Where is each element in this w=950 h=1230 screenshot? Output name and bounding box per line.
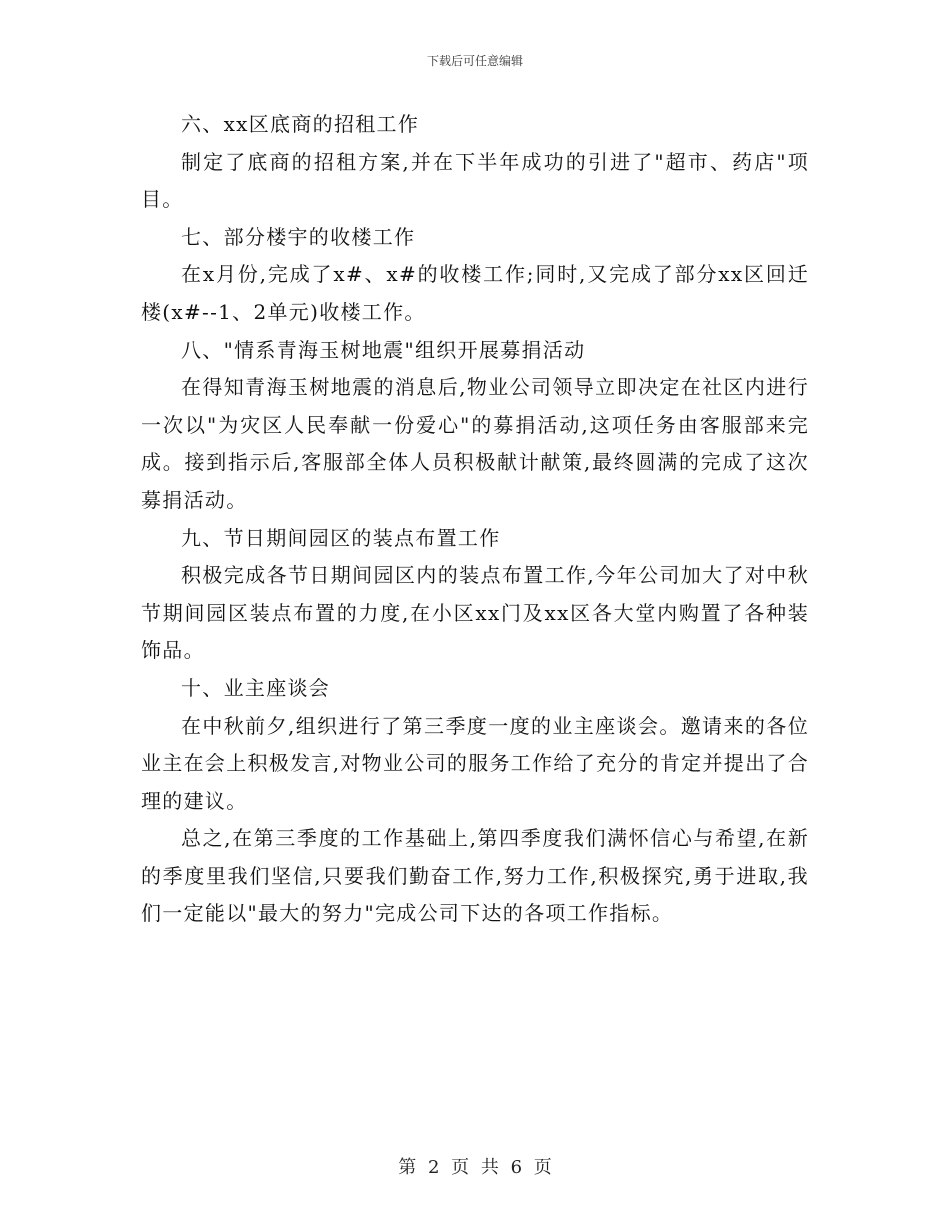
header-note: 下载后可任意编辑 <box>426 54 523 68</box>
section-heading: 八、"情系青海玉树地震"组织开展募捐活动 <box>181 337 586 362</box>
section-paragraph: 在得知青海玉树地震的消息后,物业公司领导立即决定在社区内进行一次以"为灾区人民奉献一份爱心"的募捐活动,这项任务由客服部来完成。接到指示后,客服部全体人员积极献计献策,最终圆满的完成了这次募捐活动。 <box>141 375 809 512</box>
section-paragraph: 制定了底商的招租方案,并在下半年成功的引进了"超市、药店"项目。 <box>141 149 809 212</box>
section-paragraph: 在中秋前夕,组织进行了第三季度一度的业主座谈会。邀请来的各位业主在会上积极发言,对物业公司的服务工作给了充分的肯定并提出了合理的建议。 <box>141 713 809 813</box>
conclusion-paragraph: 总之,在第三季度的工作基础上,第四季度我们满怀信心与希望,在新的季度里我们坚信,只要我们勤奋工作,努力工作,积极探究,勇于进取,我们一定能以"最大的努力"完成公司下达的各项工作指标。 <box>141 826 809 926</box>
section-heading: 六、xx区底商的招租工作 <box>181 112 420 136</box>
section-paragraph: 积极完成各节日期间园区内的装点布置工作,今年公司加大了对中秋节期间园区装点布置的力度,在小区xx门及xx区各大堂内购置了各种装饰品。 <box>141 563 809 663</box>
page-number-footer: 第 2 页 共 6 页 <box>398 1157 552 1178</box>
section-heading: 七、部分楼宇的收楼工作 <box>181 224 416 249</box>
section-heading: 十、业主座谈会 <box>181 675 331 700</box>
section-paragraph: 在x月份,完成了x#、x#的收楼工作;同时,又完成了部分xx区回迁楼(x#--1、2单元)收楼工作。 <box>141 262 809 324</box>
document-body <box>141 106 809 933</box>
section-heading: 九、节日期间园区的装点布置工作 <box>181 525 501 550</box>
